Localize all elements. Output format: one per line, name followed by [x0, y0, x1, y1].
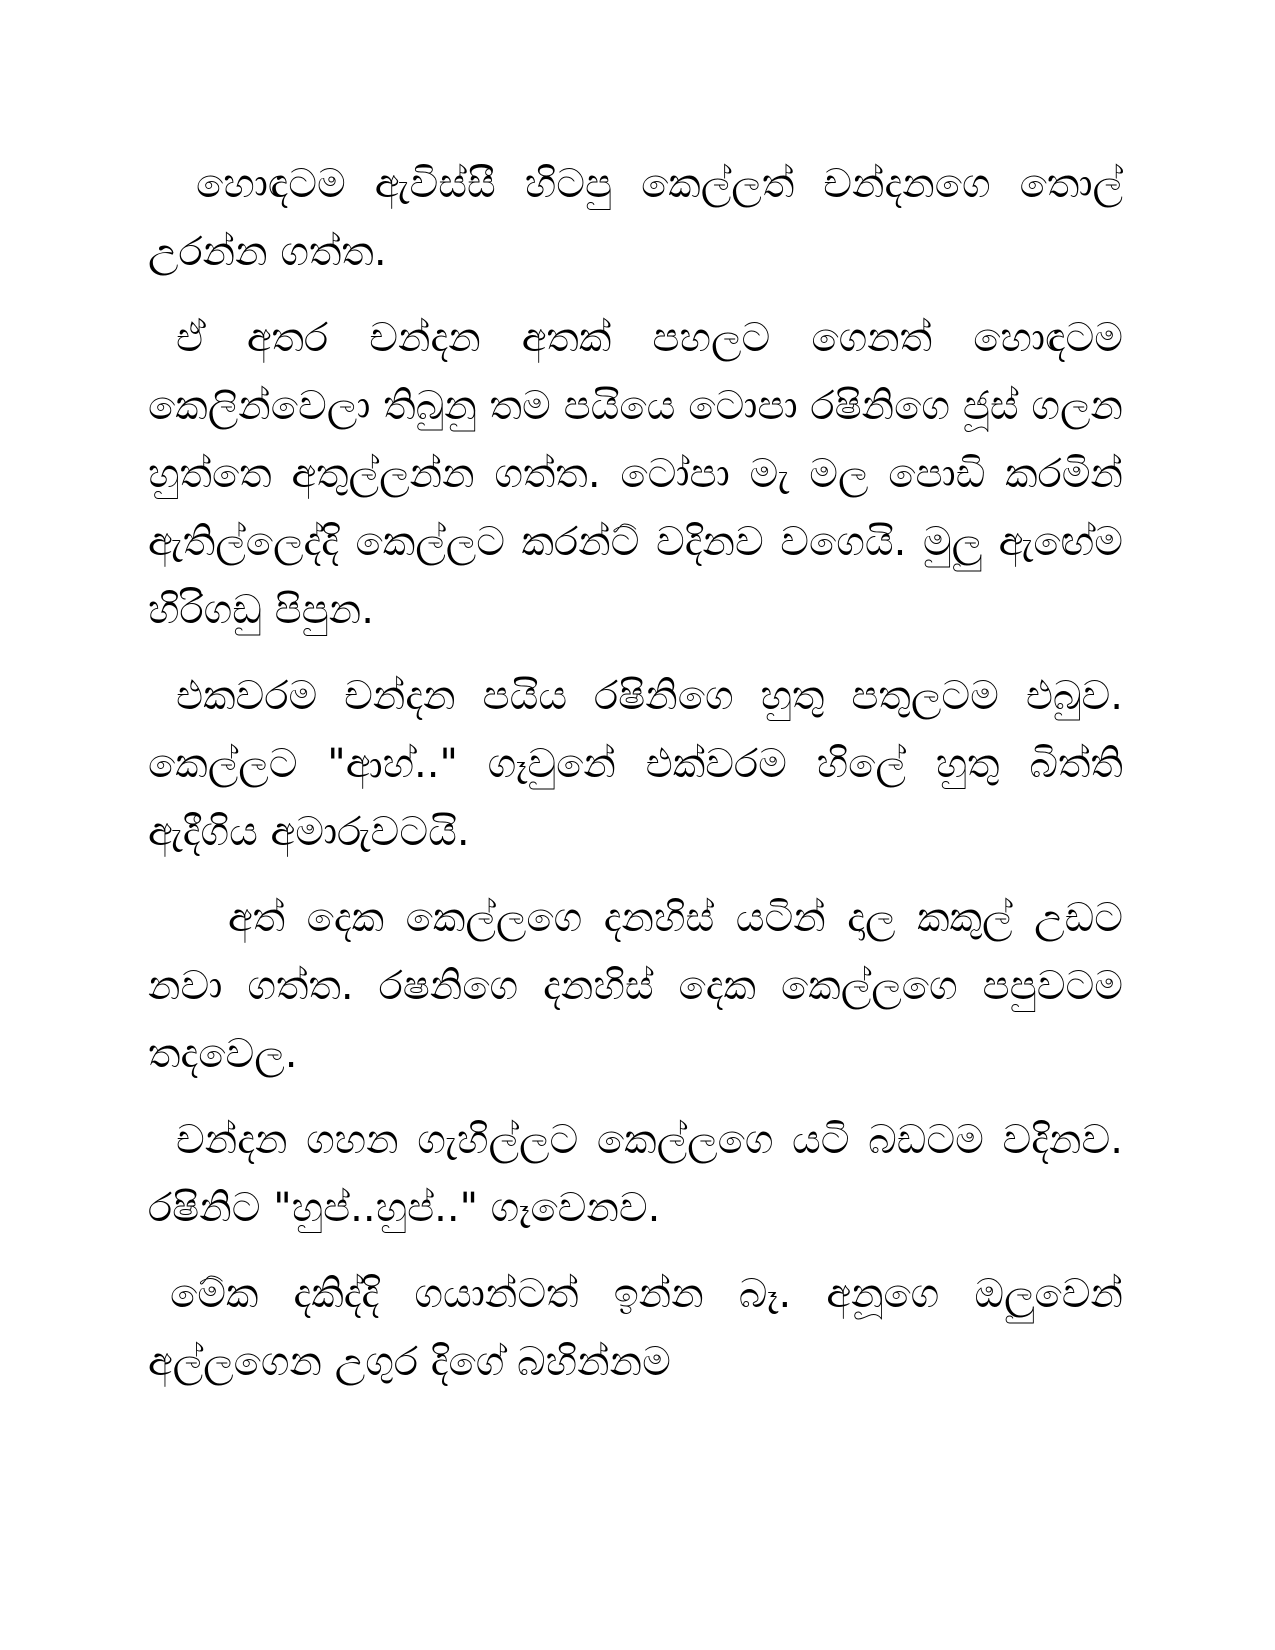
paragraph-6: මේක දකිද්දි ගයාන්ටත් ඉන්න බෑ. අනූගෙ ඔලුවෙන් අල්ලගෙන උගුර දිගේ බහින්නම	[148, 1271, 1123, 1385]
paragraph-2: ඒ අතර චන්දන අතක් පහලට ගෙනත් හොඳටම කෙලින්වෙලා තිබුනු තම පයියෙ ටොපා රෂිනිගෙ ජූස් ගලන හුත්තෙ අතුල්ලන්න ගත්ත. ටෝපා මැ මල පොඩි කරමින් ඇතිල්ලෙද්දි කෙල්ලට කරන්ට් වදිනව වගෙයි. මුලු ඇඟේම හිරිගඩු පිපුන.	[148, 315, 1123, 633]
paragraph-4: අත් දෙක කෙල්ලගෙ දනහිස් යටින් දාල කකුල් උඩට නවා ගත්ත. රෂනිගෙ දනහිස් දෙක කෙල්ලගෙ පපුවටම තදවෙල.	[148, 895, 1123, 1077]
paragraph-3: එකවරම චන්දන පයිය රෂිනිගෙ හුතු පතුලටම එබුව. කෙල්ලට "ආහ්.." ගෑවුනේ එක්වරම හිලේ හුතු බිත්ති ඇදීගිය අමාරුවටයි.	[148, 673, 1123, 855]
paragraph-1: හොඳටම ඇවිස්සී හිටපු කෙල්ලත් චන්දනගෙ තොල් උරන්න ගත්ත.	[148, 161, 1123, 275]
paragraph-5: චන්දන ගහන ගැහිල්ලට කෙල්ලගෙ යටි බඩටම වදිනව. රෂිනිට "හුප්..හුප්.." ගෑවෙනව.	[148, 1117, 1123, 1231]
body-text	[148, 150, 1123, 1414]
